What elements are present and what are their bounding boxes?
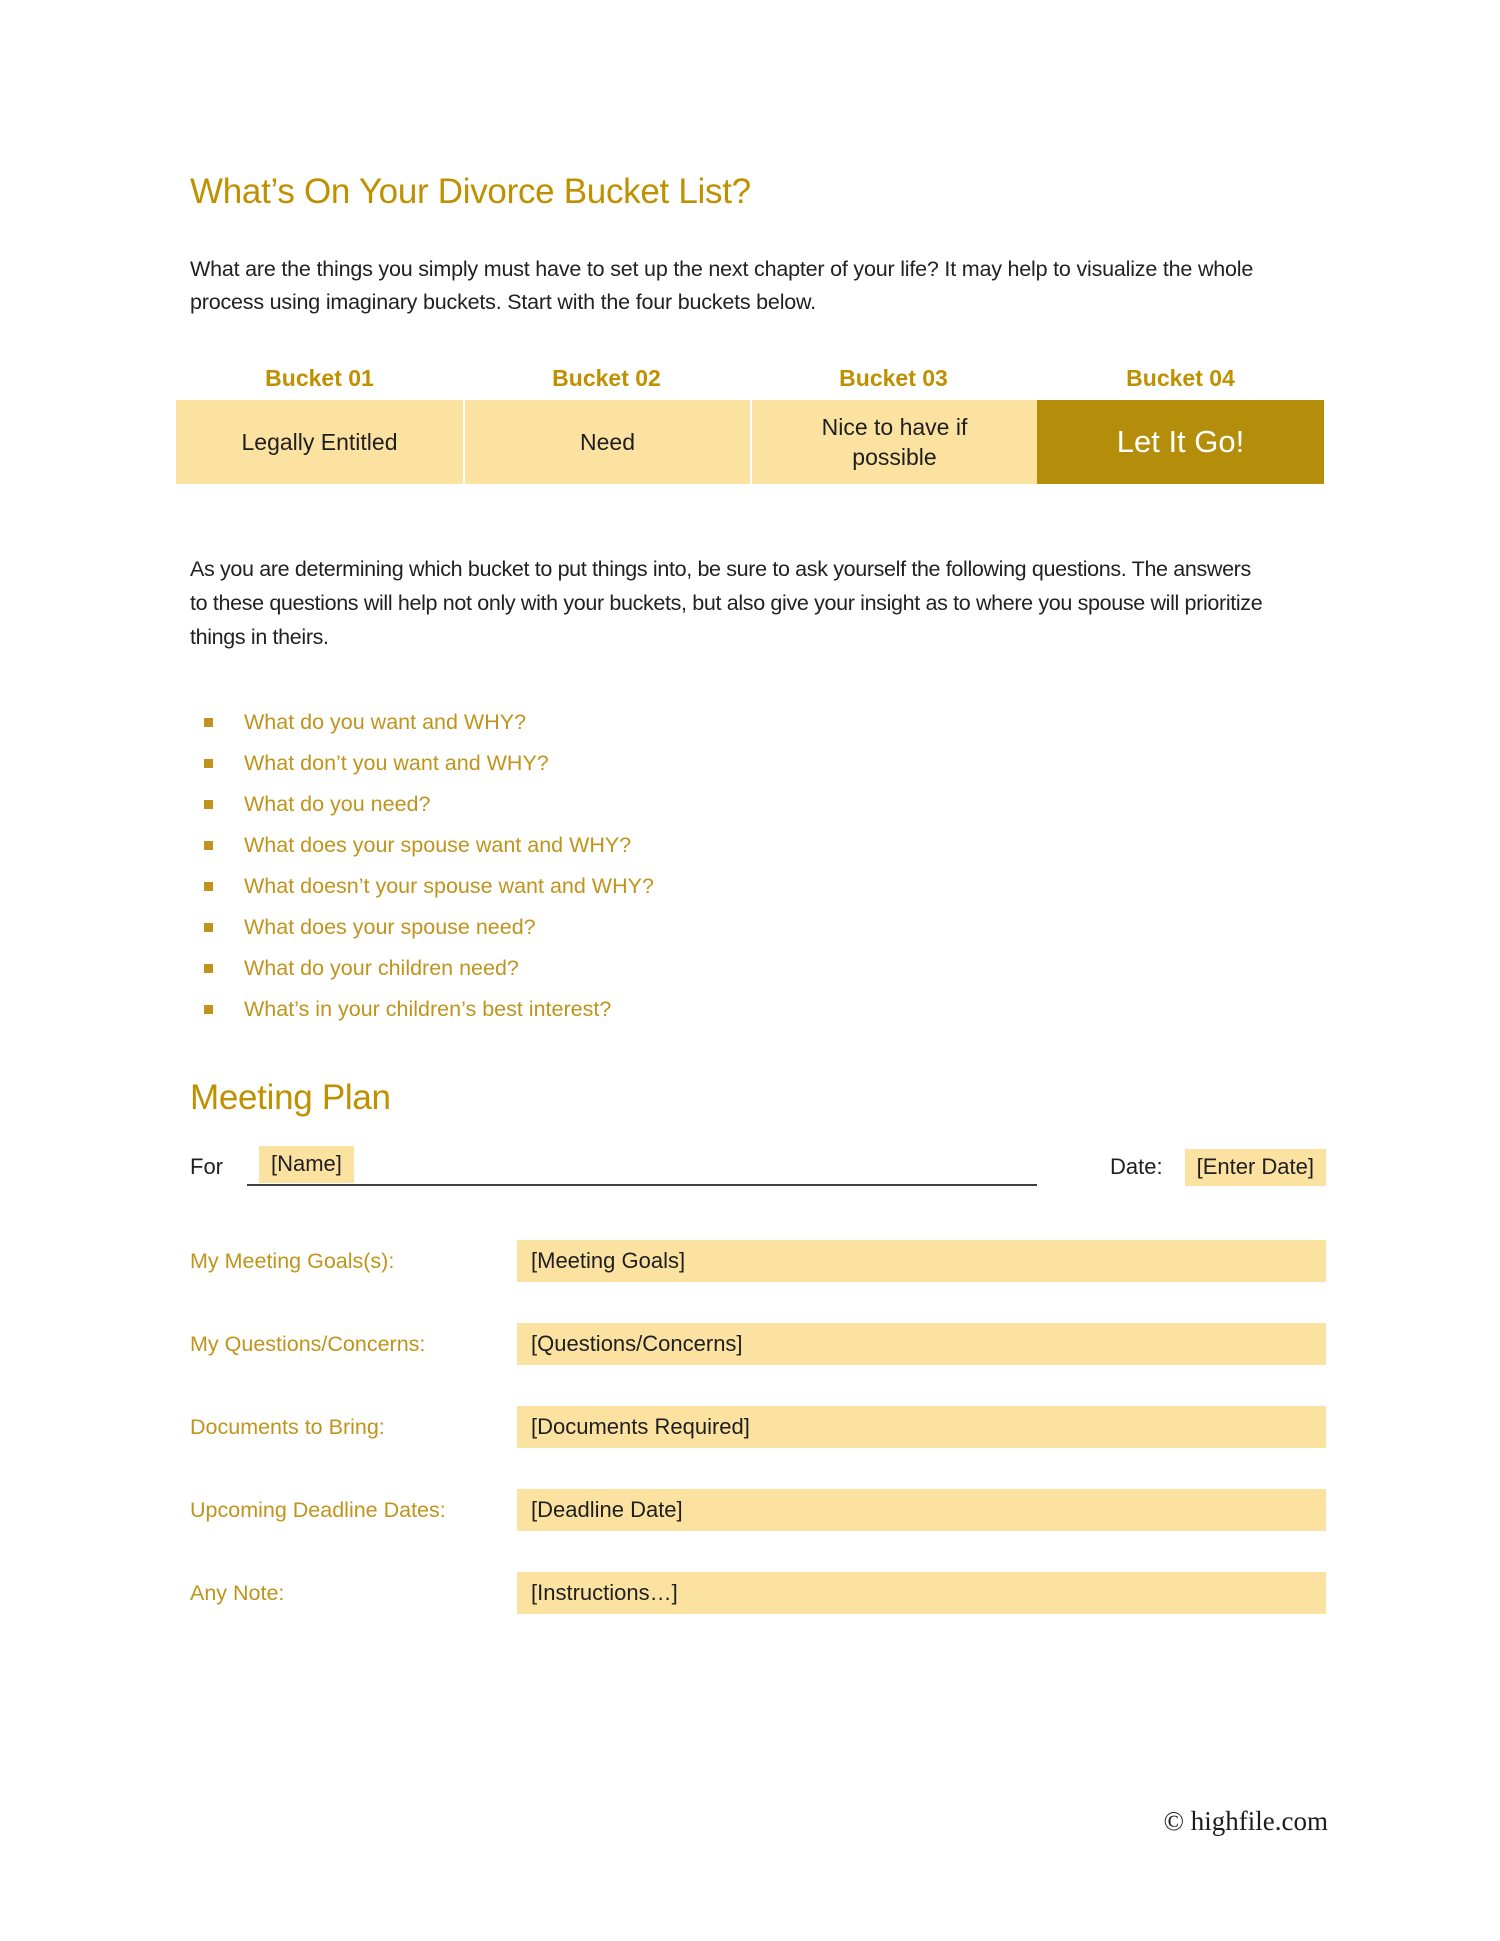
list-item — [204, 907, 654, 948]
any-note-label: Any Note: — [190, 1580, 285, 1605]
question-text: What don’t you want and WHY? — [244, 751, 549, 775]
bucket-02-header: Bucket 02 — [552, 364, 661, 391]
list-item — [204, 743, 654, 784]
bullet-square-icon — [204, 882, 213, 891]
date-label: Date: — [1110, 1154, 1163, 1179]
list-item — [204, 784, 654, 825]
bucket-table — [176, 356, 1324, 484]
bullet-square-icon — [204, 1005, 213, 1014]
bullet-square-icon — [204, 800, 213, 809]
bucket-01-header: Bucket 01 — [265, 364, 374, 391]
meeting-goals-row — [190, 1240, 1326, 1282]
question-text: What doesn’t your spouse want and WHY? — [244, 874, 654, 898]
bullet-square-icon — [204, 964, 213, 973]
page-title: What’s On Your Divorce Bucket List? — [190, 172, 751, 211]
intro-paragraph: What are the things you simply must have to set up the next chapter of your life? It may help to visualize the whole process using imaginary buckets. Start with the four buckets below. — [190, 257, 1254, 314]
bullet-square-icon — [204, 759, 213, 768]
question-text: What does your spouse need? — [244, 915, 536, 939]
bucket-01-cell: Legally Entitled — [176, 400, 463, 484]
list-item — [204, 989, 654, 1030]
questions-concerns-label: My Questions/Concerns: — [190, 1331, 426, 1356]
documents-to-bring-label: Documents to Bring: — [190, 1414, 385, 1439]
meeting-goals-label: My Meeting Goals(s): — [190, 1248, 395, 1273]
documents-to-bring-row — [190, 1406, 1326, 1448]
bucket-02-cell: Need — [463, 400, 750, 484]
question-text: What do your children need? — [244, 956, 519, 980]
name-field[interactable]: [Name] — [259, 1146, 354, 1183]
questions-concerns-field[interactable]: [Questions/Concerns] — [517, 1323, 1326, 1365]
bucket-table-cell-row — [176, 400, 1324, 484]
list-item — [204, 702, 654, 743]
bucket-04-cell: Let It Go! — [1037, 400, 1324, 484]
bullet-square-icon — [204, 841, 213, 850]
question-text: What do you need? — [244, 792, 431, 816]
for-date-row — [190, 1142, 1326, 1186]
bucket-03-cell-text: Nice to have if possible — [821, 414, 968, 470]
copyright-footer: © highfile.com — [1163, 1806, 1328, 1836]
for-label: For — [190, 1154, 223, 1179]
list-item — [204, 825, 654, 866]
deadline-dates-row — [190, 1489, 1326, 1531]
deadline-dates-field[interactable]: [Deadline Date] — [517, 1489, 1326, 1531]
name-underline-field[interactable] — [247, 1146, 1037, 1186]
bucket-04-header: Bucket 04 — [1126, 364, 1235, 391]
any-note-row — [190, 1572, 1326, 1614]
list-item — [204, 948, 654, 989]
bucket-03-cell — [750, 400, 1037, 484]
question-text: What does your spouse want and WHY? — [244, 833, 632, 857]
question-text: What’s in your children’s best interest? — [244, 997, 612, 1021]
questions-concerns-row — [190, 1323, 1326, 1365]
bullet-square-icon — [204, 718, 213, 727]
bucket-table-header-row — [176, 356, 1324, 400]
documents-to-bring-field[interactable]: [Documents Required] — [517, 1406, 1326, 1448]
guidance-paragraph: As you are determining which bucket to put things into, be sure to ask yourself the following questions. The answers to these questions will help not only with your buckets, but also give your insight as to where you spouse will prioritize things in theirs. — [190, 557, 1263, 649]
any-note-field[interactable]: [Instructions…] — [517, 1572, 1326, 1614]
questions-list — [204, 702, 654, 1030]
deadline-dates-label: Upcoming Deadline Dates: — [190, 1497, 446, 1522]
bucket-03-header: Bucket 03 — [839, 364, 948, 391]
meeting-plan-heading: Meeting Plan — [190, 1078, 391, 1117]
question-text: What do you want and WHY? — [244, 710, 527, 734]
list-item — [204, 866, 654, 907]
bullet-square-icon — [204, 923, 213, 932]
date-group — [1110, 1149, 1326, 1186]
date-field[interactable]: [Enter Date] — [1185, 1149, 1326, 1186]
meeting-goals-field[interactable]: [Meeting Goals] — [517, 1240, 1326, 1282]
